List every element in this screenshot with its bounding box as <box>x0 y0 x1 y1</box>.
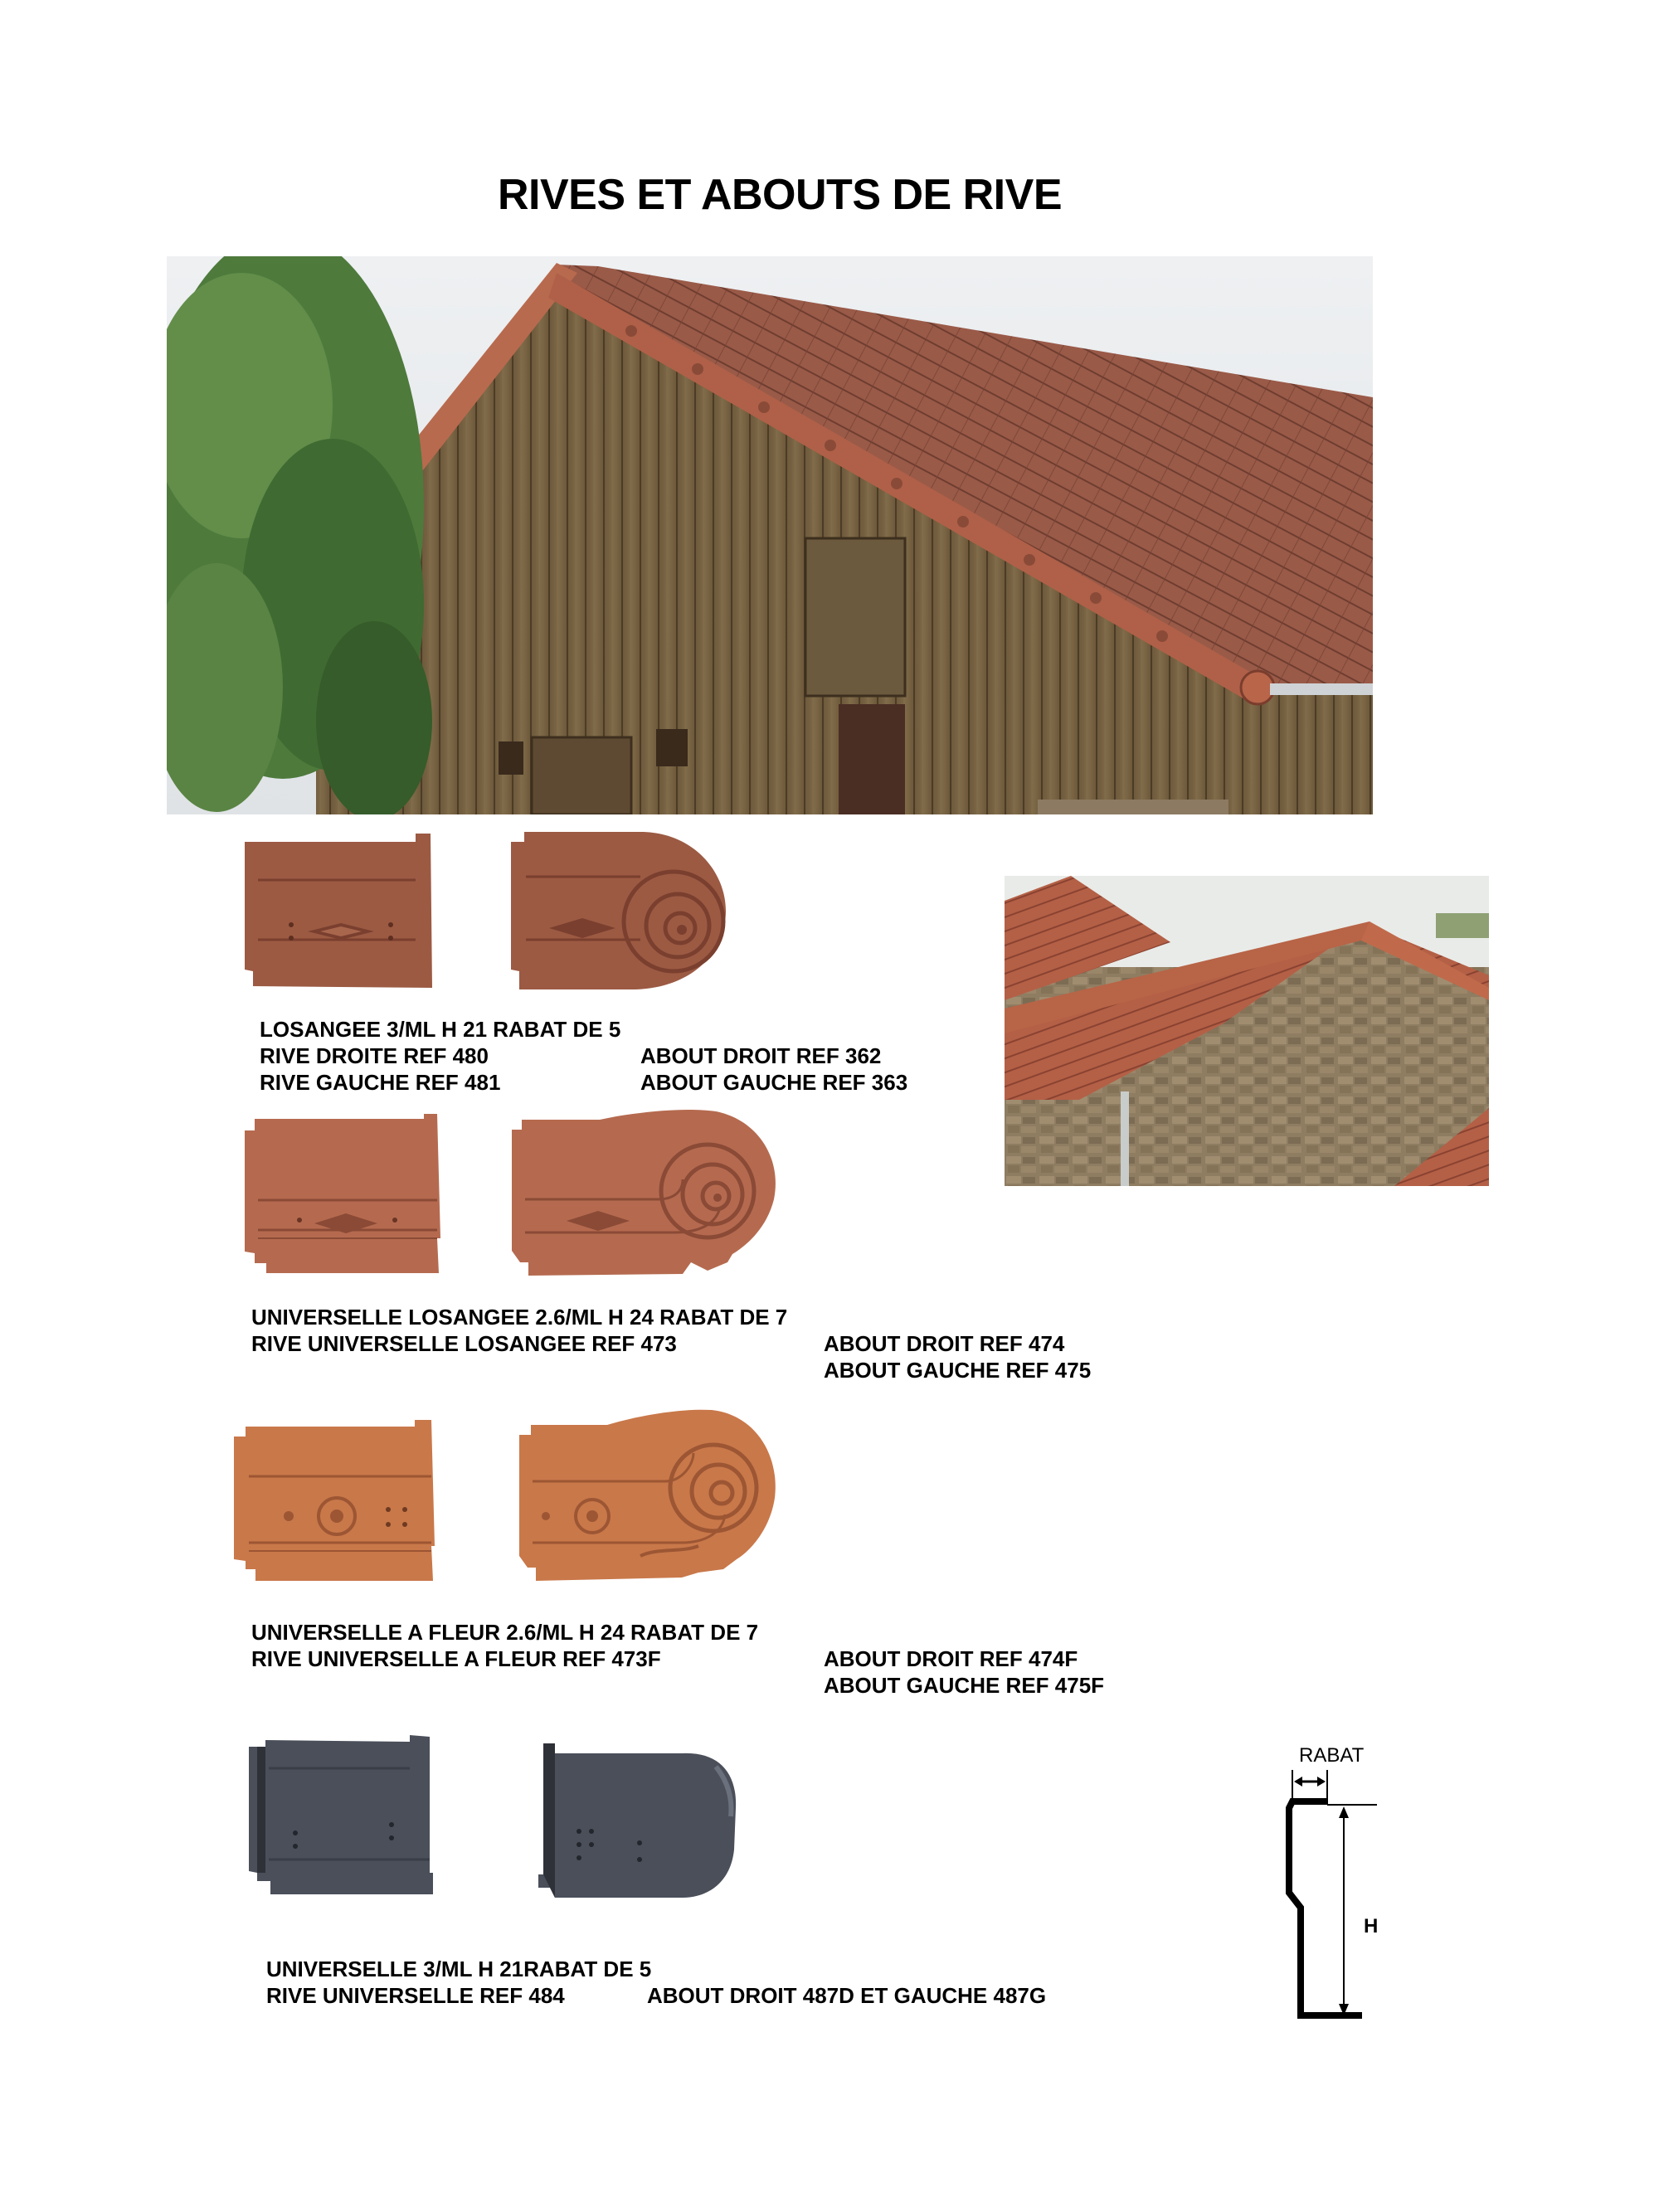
section1-about-gauche: ABOUT GAUCHE REF 363 <box>640 1070 908 1095</box>
section1-caption-line1: LOSANGEE 3/ML H 21 RABAT DE 5 <box>260 1017 621 1042</box>
section2-caption-line2: RIVE UNIVERSELLE LOSANGEE REF 473 <box>251 1331 677 1356</box>
stone-house-photo <box>1005 876 1489 1186</box>
section3-about-droit: ABOUT DROIT REF 474F <box>824 1646 1078 1671</box>
about-tile-losangee <box>508 830 732 993</box>
rive-tile-universelle-fleur <box>231 1418 443 1584</box>
section2-caption-line1: UNIVERSELLE LOSANGEE 2.6/ML H 24 RABAT DE 7 <box>251 1305 788 1330</box>
section4-about: ABOUT DROIT 487D ET GAUCHE 487G <box>647 1983 1047 2008</box>
rive-tile-losangee <box>241 832 436 991</box>
section3-caption-line1: UNIVERSELLE A FLEUR 2.6/ML H 24 RABAT DE 7 <box>251 1620 759 1645</box>
about-tile-universelle-dark <box>533 1742 739 1901</box>
page-title: RIVES ET ABOUTS DE RIVE <box>497 171 1062 219</box>
section1-rive-droite: RIVE DROITE REF 480 <box>260 1043 489 1068</box>
rive-profile-diagram <box>1253 1738 1418 2037</box>
section3-caption-line2: RIVE UNIVERSELLE A FLEUR REF 473F <box>251 1646 661 1671</box>
section1-rive-gauche: RIVE GAUCHE REF 481 <box>260 1070 501 1095</box>
h-label: H <box>1364 1915 1379 1937</box>
section1-about-droit: ABOUT DROIT REF 362 <box>640 1043 882 1068</box>
rabat-label: RABAT <box>1299 1744 1365 1767</box>
section4-caption-line2: RIVE UNIVERSELLE REF 484 <box>266 1983 565 2008</box>
rive-tile-universelle-losangee <box>241 1114 444 1276</box>
section3-about-gauche: ABOUT GAUCHE REF 475F <box>824 1673 1105 1698</box>
about-tile-universelle-losangee <box>508 1108 782 1279</box>
section2-about-gauche: ABOUT GAUCHE REF 475 <box>824 1358 1092 1383</box>
section2-about-droit: ABOUT DROIT REF 474 <box>824 1331 1065 1356</box>
section4-caption-line1: UNIVERSELLE 3/ML H 21RABAT DE 5 <box>266 1957 652 1981</box>
about-tile-universelle-fleur <box>516 1407 780 1584</box>
barn-photo <box>167 256 1373 814</box>
rive-tile-universelle-dark <box>246 1735 435 1898</box>
